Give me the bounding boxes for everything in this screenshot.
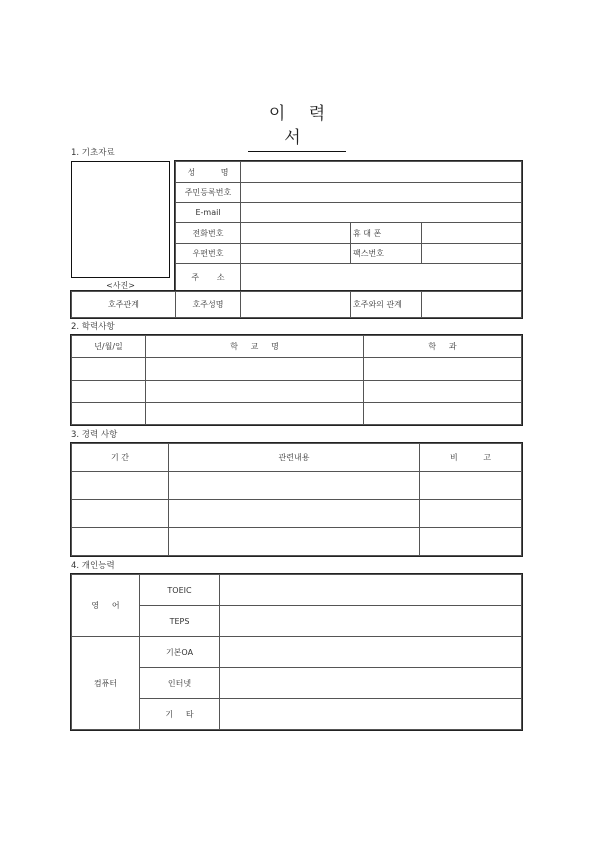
email-label: E-mail xyxy=(176,203,241,223)
table-row xyxy=(72,380,522,402)
other-skill-field[interactable] xyxy=(220,699,522,730)
section-career-heading: 3. 경력 사항 xyxy=(71,430,118,440)
fax-label: 팩스번호 xyxy=(351,244,422,264)
table-row xyxy=(72,472,522,500)
english-label: 영 어 xyxy=(72,575,140,637)
postal-label: 우편번호 xyxy=(176,244,241,264)
household-table xyxy=(71,291,522,318)
phone-field[interactable] xyxy=(241,223,351,244)
fax-field[interactable] xyxy=(422,244,522,264)
name-label: 성 명 xyxy=(176,162,241,183)
education-major-cell[interactable] xyxy=(364,358,522,380)
career-header-content: 관련내용 xyxy=(169,444,420,472)
computer-label: 컴퓨터 xyxy=(72,637,140,730)
section-education-heading: 2. 학력사항 xyxy=(71,322,115,332)
education-date-cell[interactable] xyxy=(72,358,146,380)
resident-number-field[interactable] xyxy=(241,183,522,203)
table-row xyxy=(72,528,522,556)
photo-frame[interactable] xyxy=(71,161,170,278)
relation-to-head-field[interactable] xyxy=(422,292,522,318)
skills-table xyxy=(71,574,522,730)
career-period-cell[interactable] xyxy=(72,500,169,528)
table-row xyxy=(72,402,522,424)
section-basic-heading: 1. 기초자료 xyxy=(71,148,115,158)
table-row xyxy=(72,358,522,380)
career-note-cell[interactable] xyxy=(420,528,522,556)
education-header-school: 학 교 명 xyxy=(146,336,364,358)
toeic-field[interactable] xyxy=(220,575,522,606)
career-content-cell[interactable] xyxy=(169,472,420,500)
name-field[interactable] xyxy=(241,162,522,183)
education-school-cell[interactable] xyxy=(146,380,364,402)
career-period-cell[interactable] xyxy=(72,528,169,556)
address-field[interactable] xyxy=(241,264,522,291)
education-table xyxy=(71,335,522,425)
mobile-field[interactable] xyxy=(422,223,522,244)
career-table xyxy=(71,443,522,556)
photo-label: <사진> xyxy=(106,281,135,290)
mobile-label: 휴 대 폰 xyxy=(351,223,422,244)
household-name-field[interactable] xyxy=(241,292,351,318)
education-major-cell[interactable] xyxy=(364,380,522,402)
career-header-note: 비 고 xyxy=(420,444,522,472)
basic-oa-field[interactable] xyxy=(220,637,522,668)
career-note-cell[interactable] xyxy=(420,500,522,528)
career-note-cell[interactable] xyxy=(420,472,522,500)
education-school-cell[interactable] xyxy=(146,358,364,380)
basic-info-table xyxy=(175,161,522,291)
education-date-cell[interactable] xyxy=(72,380,146,402)
toeic-label: TOEIC xyxy=(140,575,220,606)
education-date-cell[interactable] xyxy=(72,402,146,424)
education-header-major: 학 과 xyxy=(364,336,522,358)
basic-oa-label: 기본OA xyxy=(140,637,220,668)
relation-to-head-label: 호주와의 관계 xyxy=(351,292,422,318)
education-header-date: 년/월/일 xyxy=(72,336,146,358)
career-content-cell[interactable] xyxy=(169,528,420,556)
section-skills-heading: 4. 개인능력 xyxy=(71,561,115,571)
education-school-cell[interactable] xyxy=(146,402,364,424)
resident-number-label: 주민등록번호 xyxy=(176,183,241,203)
teps-label: TEPS xyxy=(140,606,220,637)
photo-area xyxy=(71,161,170,288)
address-label: 주 소 xyxy=(176,264,241,291)
career-header-period: 기 간 xyxy=(72,444,169,472)
internet-label: 인터넷 xyxy=(140,668,220,699)
household-relation-label: 호주관계 xyxy=(72,292,176,318)
page-title: 이 력 서 xyxy=(248,102,346,152)
internet-field[interactable] xyxy=(220,668,522,699)
table-row xyxy=(72,500,522,528)
phone-label: 전화번호 xyxy=(176,223,241,244)
career-content-cell[interactable] xyxy=(169,500,420,528)
career-period-cell[interactable] xyxy=(72,472,169,500)
education-major-cell[interactable] xyxy=(364,402,522,424)
household-name-label: 호주성명 xyxy=(176,292,241,318)
email-field[interactable] xyxy=(241,203,522,223)
other-skill-label: 기 타 xyxy=(140,699,220,730)
teps-field[interactable] xyxy=(220,606,522,637)
postal-field[interactable] xyxy=(241,244,351,264)
